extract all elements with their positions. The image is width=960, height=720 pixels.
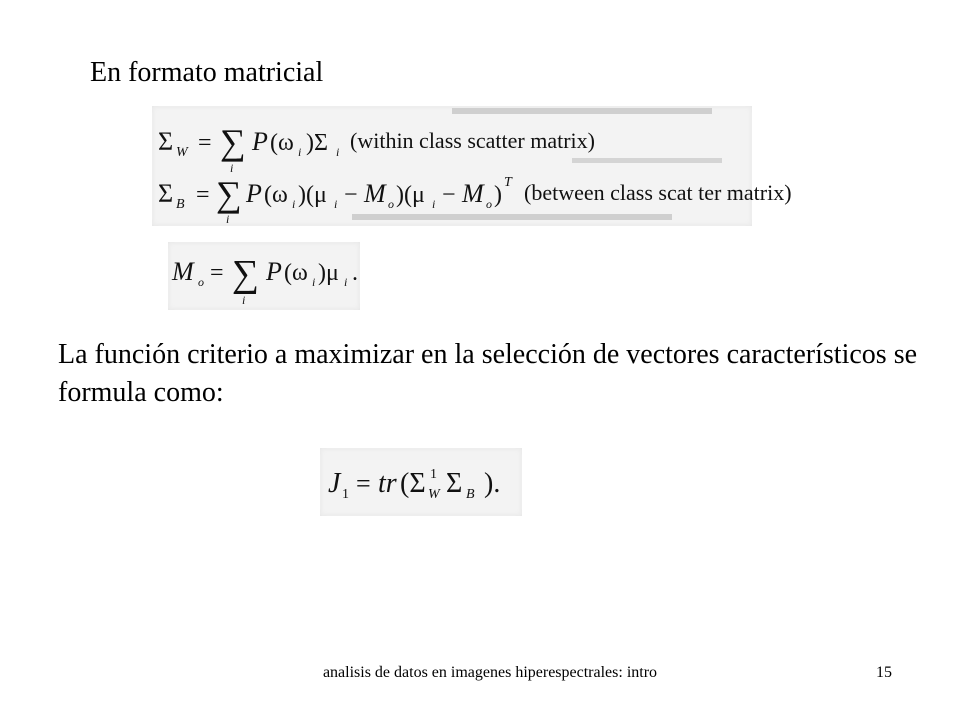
svg-text:−: −: [344, 182, 358, 208]
svg-text:M: M: [364, 179, 386, 208]
svg-text:Σ: Σ: [446, 468, 463, 499]
svg-text:i: i: [226, 212, 230, 226]
svg-text:M: M: [172, 257, 194, 286]
svg-text:∑: ∑: [216, 174, 242, 214]
svg-text:i: i: [334, 197, 338, 211]
svg-text:B: B: [466, 487, 475, 502]
svg-text:)Σ: )Σ: [306, 130, 328, 156]
scatter-matrix-equations-svg: [152, 106, 792, 226]
svg-text:=: =: [198, 130, 212, 156]
svg-text:=: =: [356, 469, 371, 498]
svg-text:(Σ: (Σ: [400, 468, 426, 499]
svg-text:B: B: [176, 197, 185, 212]
slide-footer: analisis de datos en imagenes hiperespectrales: intro: [322, 664, 658, 681]
svg-text:(ω: (ω: [270, 130, 294, 156]
svg-text:i: i: [432, 197, 436, 211]
svg-text:M: M: [462, 179, 484, 208]
svg-text:o: o: [486, 197, 492, 211]
svg-text:=: =: [210, 260, 224, 286]
svg-text:i: i: [344, 275, 348, 289]
svg-text:)μ: )μ: [318, 260, 339, 286]
svg-text:T: T: [504, 175, 512, 190]
svg-text:o: o: [198, 275, 204, 289]
svg-text:P: P: [266, 257, 282, 286]
svg-text:Σ: Σ: [158, 127, 174, 156]
svg-text:=: =: [196, 182, 210, 208]
svg-text:).: ).: [484, 468, 501, 499]
svg-text:∑: ∑: [220, 122, 246, 162]
svg-text:J: J: [328, 468, 341, 499]
criterion-description: La función criterio a maximizar en la selección de vectores característicos se formula como:: [58, 339, 918, 408]
svg-text:.: .: [352, 260, 358, 286]
page-number: 15: [876, 664, 892, 681]
svg-text:(ω: (ω: [264, 182, 288, 208]
svg-text:)(μ: )(μ: [298, 182, 327, 208]
criterion-equation-image: [320, 448, 522, 516]
svg-text:i: i: [292, 197, 296, 211]
svg-text:i: i: [242, 293, 246, 307]
svg-text:W: W: [176, 145, 188, 160]
within-class-label: (within class scatter matrix): [350, 128, 595, 153]
svg-text:1: 1: [342, 487, 349, 502]
svg-text:1: 1: [430, 467, 437, 482]
criterion-equation-svg: [320, 448, 522, 516]
svg-text:P: P: [252, 127, 268, 156]
mean-vector-equation-svg: [168, 242, 360, 310]
svg-text:o: o: [388, 197, 394, 211]
svg-text:i: i: [298, 145, 302, 159]
svg-text:i: i: [230, 161, 234, 175]
svg-text:i: i: [336, 145, 340, 159]
svg-text:i: i: [312, 275, 316, 289]
svg-text:∑: ∑: [232, 253, 260, 295]
scatter-matrix-equations-image: [152, 106, 792, 226]
mean-vector-equation-image: [168, 242, 360, 310]
svg-text:(ω: (ω: [284, 260, 308, 286]
svg-text:−: −: [442, 182, 456, 208]
svg-text:P: P: [246, 179, 262, 208]
svg-text:): ): [494, 182, 502, 208]
between-class-label: (between class scat ter matrix): [524, 180, 792, 205]
svg-text:Σ: Σ: [158, 179, 174, 208]
svg-text:tr: tr: [378, 468, 397, 499]
slide-title: En formato matricial: [90, 57, 324, 88]
svg-text:)(μ: )(μ: [396, 182, 425, 208]
svg-text:W: W: [428, 487, 440, 502]
